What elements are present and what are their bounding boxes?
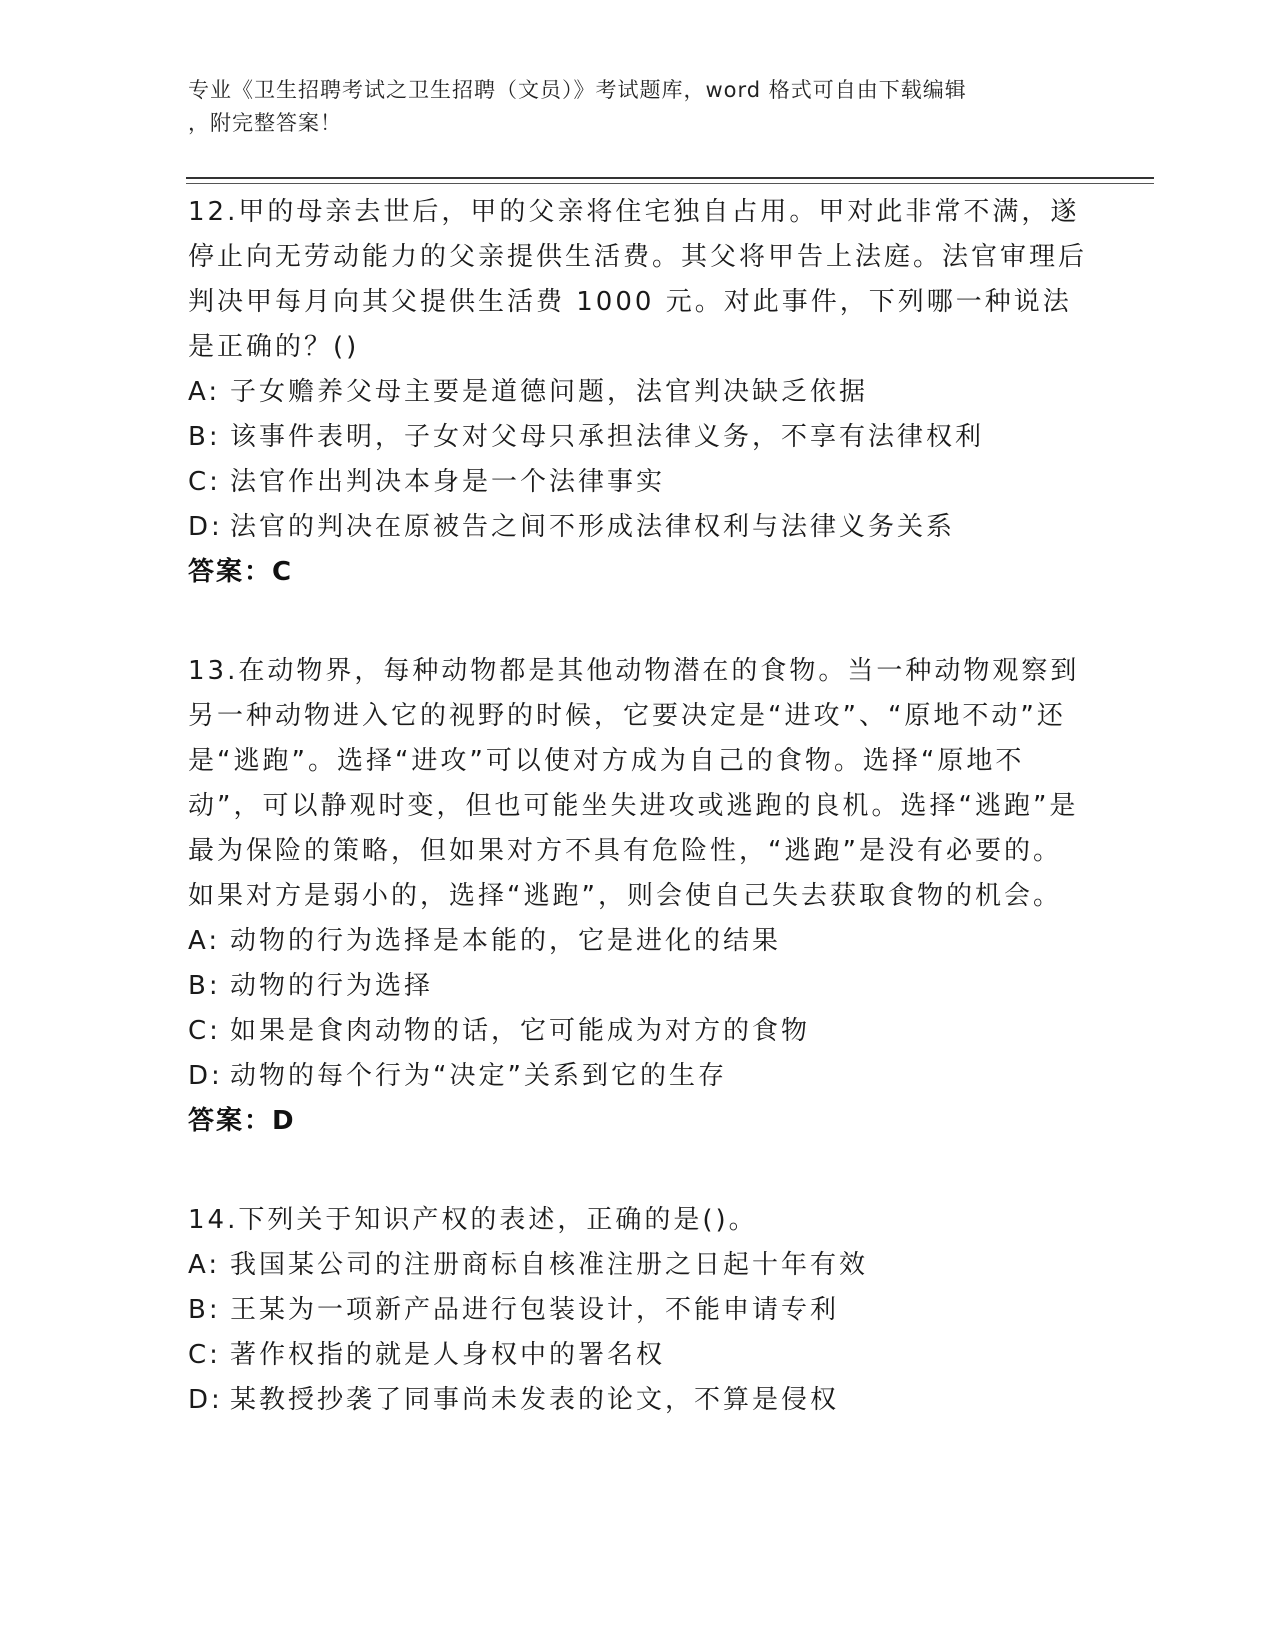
option-key: A: xyxy=(188,926,221,956)
header-divider-thin xyxy=(186,183,1154,184)
option-c xyxy=(188,460,1088,505)
option-list xyxy=(188,919,1088,1099)
question-14 xyxy=(188,1198,1088,1423)
option-text: 著作权指的就是人身权中的署名权 xyxy=(230,1340,666,1370)
question-list xyxy=(188,190,1088,1477)
option-a xyxy=(188,1243,1088,1288)
option-list xyxy=(188,1243,1088,1423)
option-key: B: xyxy=(188,422,221,452)
question-stem: 14.下列关于知识产权的表述，正确的是()。 xyxy=(188,1205,758,1235)
option-key: D: xyxy=(188,1385,223,1415)
option-b xyxy=(188,964,1088,1009)
option-key: C: xyxy=(188,1016,221,1046)
header-divider xyxy=(186,177,1154,179)
option-key: A: xyxy=(188,1250,221,1280)
option-c xyxy=(188,1009,1088,1054)
option-text: 动物的行为选择是本能的，它是进化的结果 xyxy=(230,926,782,956)
option-a xyxy=(188,919,1088,964)
option-d xyxy=(188,505,1088,550)
option-c xyxy=(188,1333,1088,1378)
option-key: A: xyxy=(188,377,221,407)
option-text: 我国某公司的注册商标自核准注册之日起十年有效 xyxy=(230,1250,869,1280)
option-key: D: xyxy=(188,1061,223,1091)
option-key: D: xyxy=(188,512,223,542)
question-12 xyxy=(188,190,1088,595)
header-line-2: ，附完整答案！ xyxy=(188,111,342,135)
option-text: 动物的行为选择 xyxy=(230,971,434,1001)
option-text: 某教授抄袭了同事尚未发表的论文，不算是侵权 xyxy=(230,1385,840,1415)
document-header xyxy=(188,74,1068,140)
option-list xyxy=(188,370,1088,550)
question-stem: 13.在动物界，每种动物都是其他动物潜在的食物。当一种动物观察到另一种动物进入它的视野的时候，它要决定是“进攻”、“原地不动”还是“逃跑”。选择“进攻”可以使对方成为自己的食物。选择“原地不动”，可以静观时变，但也可能坐失进攻或逃跑的良机。选择“逃跑”是最为保险的策略，但如果对方不具有危险性，“逃跑”是没有必要的。如果对方是弱小的，选择“逃跑”，则会使自己失去获取食物的机会。 xyxy=(188,656,1080,911)
question-13 xyxy=(188,649,1088,1144)
option-text: 动物的每个行为“决定”关系到它的生存 xyxy=(230,1061,727,1091)
option-key: C: xyxy=(188,1340,221,1370)
answer-label: 答案：D xyxy=(188,1106,296,1136)
option-key: C: xyxy=(188,467,221,497)
option-text: 王某为一项新产品进行包装设计，不能申请专利 xyxy=(230,1295,840,1325)
option-b xyxy=(188,1288,1088,1333)
option-text: 法官作出判决本身是一个法律事实 xyxy=(230,467,666,497)
header-line-1: 专业《卫生招聘考试之卫生招聘（文员）》考试题库，word 格式可自由下载编辑 xyxy=(188,78,967,102)
option-text: 如果是食肉动物的话，它可能成为对方的食物 xyxy=(230,1016,811,1046)
question-stem: 12.甲的母亲去世后，甲的父亲将住宅独自占用。甲对此非常不满，遂停止向无劳动能力的父亲提供生活费。其父将甲告上法庭。法官审理后判决甲每月向其父提供生活费 1000 元。对此事件，下列哪一种说法是正确的？() xyxy=(188,197,1088,362)
option-d xyxy=(188,1378,1088,1423)
option-key: B: xyxy=(188,1295,221,1325)
option-text: 法官的判决在原被告之间不形成法律权利与法律义务关系 xyxy=(230,512,956,542)
option-a xyxy=(188,370,1088,415)
option-key: B: xyxy=(188,971,221,1001)
option-b xyxy=(188,415,1088,460)
option-text: 子女赡养父母主要是道德问题，法官判决缺乏依据 xyxy=(230,377,869,407)
answer-label: 答案：C xyxy=(188,557,294,587)
option-d xyxy=(188,1054,1088,1099)
option-text: 该事件表明，子女对父母只承担法律义务，不享有法律权利 xyxy=(230,422,985,452)
